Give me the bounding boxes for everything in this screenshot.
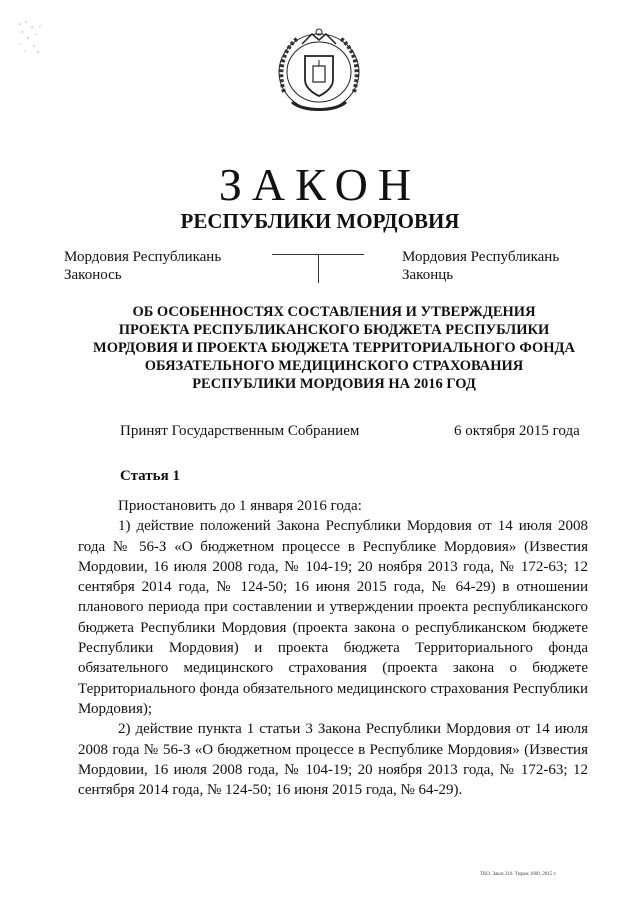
moksha-title-line-1: Мордовия Республикань — [64, 249, 222, 265]
document-type-title: ЗАКОН — [218, 159, 422, 210]
law-heading-line-5: РЕСПУБЛИКИ МОРДОВИЯ НА 2016 ГОД — [192, 376, 476, 392]
article-body — [78, 496, 588, 800]
adopted-date: 6 октября 2015 года — [454, 423, 580, 439]
document-issuer-subtitle: РЕСПУБЛИКИ МОРДОВИЯ — [180, 209, 460, 233]
law-heading — [64, 303, 604, 393]
article-title: Статья 1 — [120, 468, 180, 484]
law-heading-line-3: МОРДОВИЯ И ПРОЕКТА БЮДЖЕТА ТЕРРИТОРИАЛЬНОГО ФОНДА — [93, 340, 575, 356]
article-intro: Приостановить до 1 января 2016 года: — [118, 498, 362, 514]
scan-specks-decoration — [16, 18, 46, 58]
print-imprint-footer: ТКО. Заказ 210. Тираж 1600. 2015 г. — [480, 872, 557, 877]
coat-of-arms-emblem — [272, 22, 366, 116]
article-item-2: 2) действие пункта 1 статьи 3 Закона Республики Мордовия от 14 июля 2008 года № 56-З «О бюджетном процессе в Республике Мордовия» (Известия Мордовии, 16 июля 2008 года, № 104-19; 20 ноября 2013 года, № 172-63; 12 сентября 2014 года, № 124-50; 16 июня 2015 года, № 64-29). — [78, 721, 588, 799]
law-heading-line-4: ОБЯЗАТЕЛЬНОГО МЕДИЦИНСКОГО СТРАХОВАНИЯ — [144, 358, 524, 374]
erzya-title-line-2: Законць — [402, 267, 454, 283]
article-item-1: 1) действие положений Закона Республики Мордовия от 14 июля 2008 года № 56-З «О бюджетном процессе в Республике Мордовия» (Известия Мордовии, 16 июля 2008 года, № 104-19; 20 ноября 2013 года, № 172-63; 12 сентября 2014 года, № 124-50; 16 июня 2015 года, № 64-29) в отношении планового периода при составлении и утверждении проекта республиканского бюджета Республики Мордовия (проекта закона о республиканском бюджете Республики Мордовия) и проекта бюджета Территориального фонда обязательного медицинского страхования (проекта закона о бюджете Территориального фонда обязательного медицинского страхования Республики Мордовия); — [78, 518, 588, 717]
moksha-title-line-2: Законось — [64, 267, 122, 283]
moksha-title-block — [64, 248, 221, 284]
law-heading-line-1: ОБ ОСОБЕННОСТЯХ СОСТАВЛЕНИЯ И УТВЕРЖДЕНИЯ — [132, 304, 536, 320]
header-divider-vertical — [318, 255, 319, 283]
erzya-title-block — [402, 248, 559, 284]
erzya-title-line-1: Мордовия Республикань — [402, 249, 560, 265]
law-heading-line-2: ПРОЕКТА РЕСПУБЛИКАНСКОГО БЮДЖЕТА РЕСПУБЛИКИ — [118, 322, 550, 338]
adopted-by-label: Принят Государственным Собранием — [120, 423, 360, 439]
